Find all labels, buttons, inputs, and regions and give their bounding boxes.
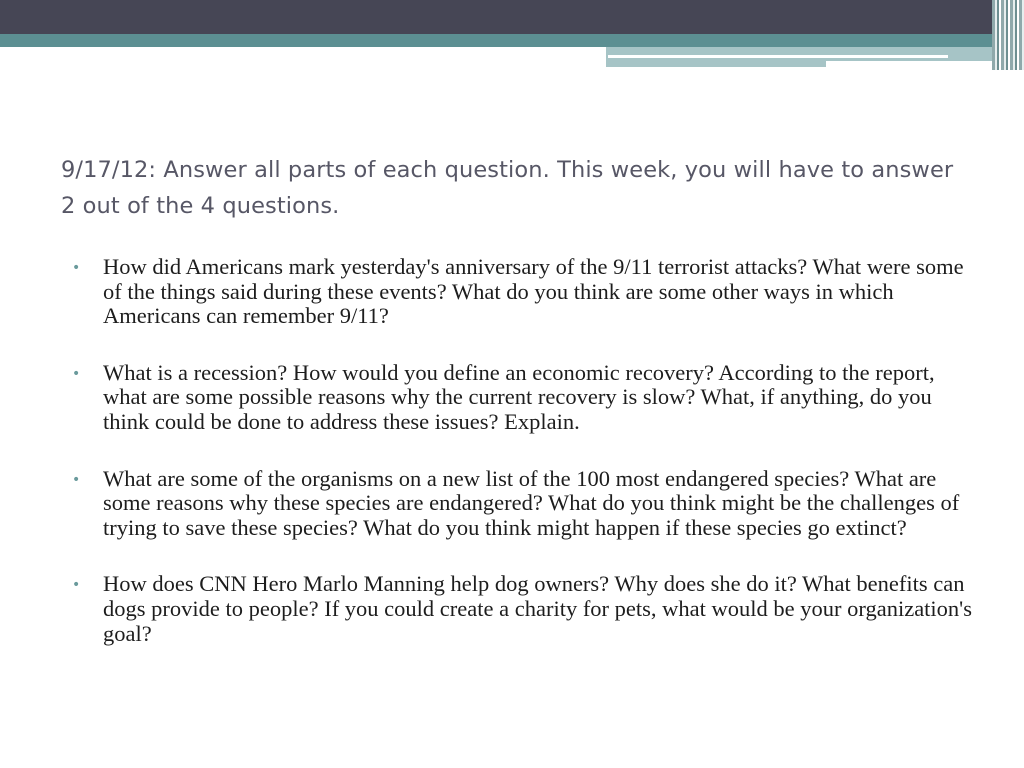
bullet-icon: •: [72, 577, 81, 594]
question-text: What is a recession? How would you define an economic recovery? According to the report, what are some possible reasons why the current recovery is slow? What, if anything, do you think could be done to address these issues? Explain.: [103, 359, 935, 434]
slide-title: 9/17/12: Answer all parts of each question. This week, you will have to answer 2 out of the 4 questions.: [61, 157, 954, 219]
question-text: How does CNN Hero Marlo Manning help dog owners? Why does she do it? What benefits can dogs provide to people? If you could create a charity for pets, what would be your organization's goal?: [103, 571, 972, 646]
question-list: [72, 255, 972, 678]
header-band-teal: [0, 34, 1024, 47]
bullet-icon: •: [72, 260, 81, 276]
question-text: What are some of the organisms on a new list of the 100 most endangered species? What are some reasons why these species are endangered? What do you think might be the challenges of trying to save these species? What do you think might happen if these species go extinct?: [103, 465, 960, 540]
question-item: [72, 255, 972, 329]
bullet-icon: •: [72, 471, 81, 488]
question-item: [72, 572, 972, 646]
header-accent-bar: [606, 47, 1024, 61]
header-edge-stripes: [992, 0, 1024, 70]
header-accent-bar-short: [606, 61, 826, 67]
header-accent-line: [608, 55, 948, 58]
question-item: [72, 467, 972, 541]
header-band-dark: [0, 0, 1024, 34]
question-text: How did Americans mark yesterday's anniversary of the 9/11 terrorist attacks? What were some of the things said during these events? What do you think are some other ways in which Americans can remember 9/11?: [103, 254, 964, 329]
question-item: [72, 361, 972, 435]
bullet-icon: •: [72, 365, 81, 382]
